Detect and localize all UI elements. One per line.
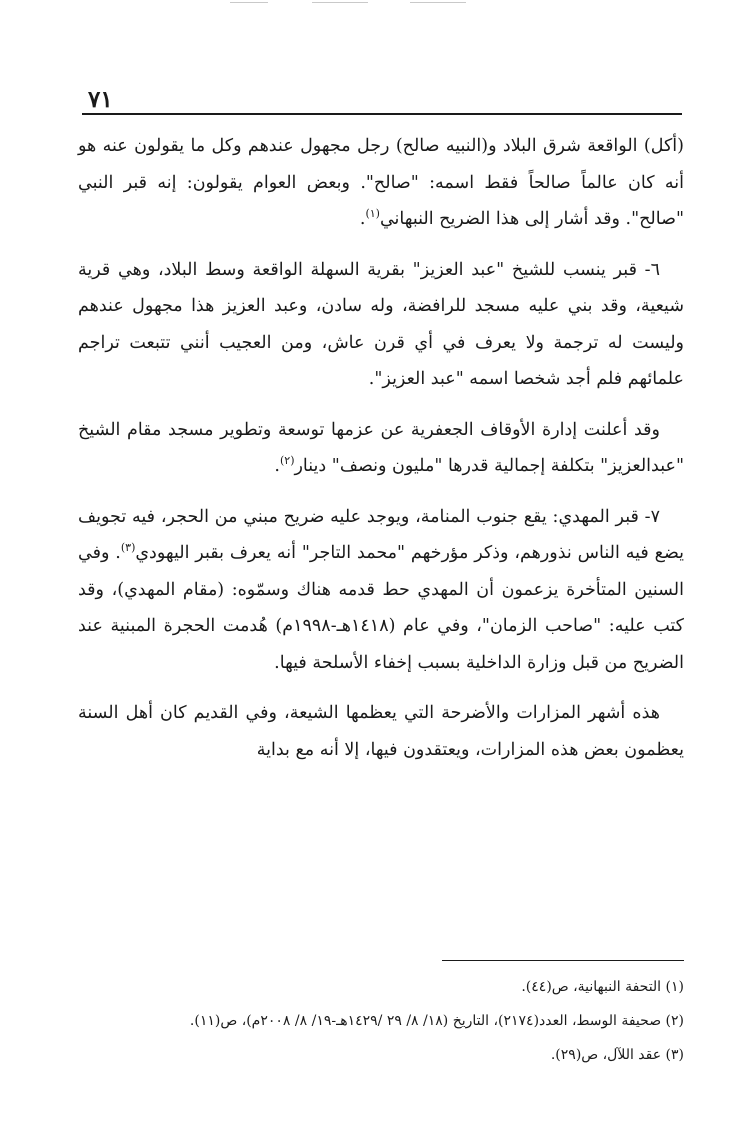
footnote: (٢) صحيفة الوسط، العدد(٢١٧٤)، التاريخ (١٨/ ٨/ ٢٩ /١٤٢٩هـ-١٩/ ٨/ ٢٠٠٨م)، ص(١١). xyxy=(189,1013,684,1029)
paragraph xyxy=(78,499,684,682)
header-rule xyxy=(82,113,682,115)
paragraph xyxy=(78,695,684,768)
paragraph-text: ٦- قبر ينسب للشيخ "عبد العزيز" بقرية السهلة الواقعة وسط البلاد، وهي قرية شيعية، وقد بني عليه مسجد للرافضة، وله سادن، وعبد العزيز هذا مجهول عندهم وليست له ترجمة ولا يعرف في أي قرن عاش، ومن العجيب أنني تتبعت تراجم علمائهم فلم أجد شخصا اسمه "عبد العزيز". xyxy=(78,259,684,389)
paragraph-tail: . xyxy=(274,456,280,476)
paragraph xyxy=(78,412,684,485)
page-header xyxy=(82,82,682,116)
paragraph xyxy=(78,128,684,238)
top-edge-marks xyxy=(0,2,741,8)
paragraph-text: هذه أشهر المزارات والأضرحة التي يعظمها الشيعة، وفي القديم كان أهل السنة يعظمون بعض هذه المزارات، ويعتقدون فيها، إلا أنه مع بداية xyxy=(78,703,684,760)
footnote: (٣) عقد اللآل، ص(٢٩). xyxy=(550,1047,684,1063)
footnote: (١) التحفة النبهانية، ص(٤٤). xyxy=(521,979,684,995)
page-body xyxy=(78,128,684,782)
footnote-ref: (١) xyxy=(365,207,380,221)
footnote-separator xyxy=(442,960,684,961)
footnotes xyxy=(60,970,684,1072)
paragraph xyxy=(78,252,684,398)
paragraph-text: وقد أعلنت إدارة الأوقاف الجعفرية عن عزمها توسعة وتطوير مسجد مقام الشيخ "عبدالعزيز" بتكلفة إجمالية قدرها "مليون ونصف" دينار xyxy=(78,419,684,476)
paragraph-text: ٧- قبر المهدي: يقع جنوب المنامة، ويوجد عليه ضريح مبني من الحجر، فيه تجويف يضع فيه الناس نذورهم، وذكر مؤرخهم "محمد التاجر" أنه يعرف بقبر اليهودي xyxy=(78,506,684,563)
footnote-ref: (٢) xyxy=(279,454,295,468)
paragraph-tail: . xyxy=(359,209,366,229)
paragraph-tail: . وفي السنين المتأخرة يزعمون أن المهدي حط قدمه هناك وسمّوه: (مقام المهدي)، وقد كتب عليه: "صاحب الزمان"، وفي عام (١٤١٨هـ-١٩٩٨م) هُدمت الحجرة المبنية عند الضريح من قبل وزارة الداخلية بسبب إخفاء الأسلحة فيها. xyxy=(78,543,684,673)
page-number: ٧١ xyxy=(88,86,113,113)
paragraph-text: (أكل) الواقعة شرق البلاد و(النبيه صالح) رجل مجهول عندهم وكل ما يقولون عنه هو أنه كان عالماً صالحاً فقط اسمه: "صالح". وبعض العوام يقولون: إنه قبر النبي "صالح". وقد أشار إلى هذا الضريح النبهاني xyxy=(78,136,684,229)
footnote-ref: (٣) xyxy=(120,541,136,555)
